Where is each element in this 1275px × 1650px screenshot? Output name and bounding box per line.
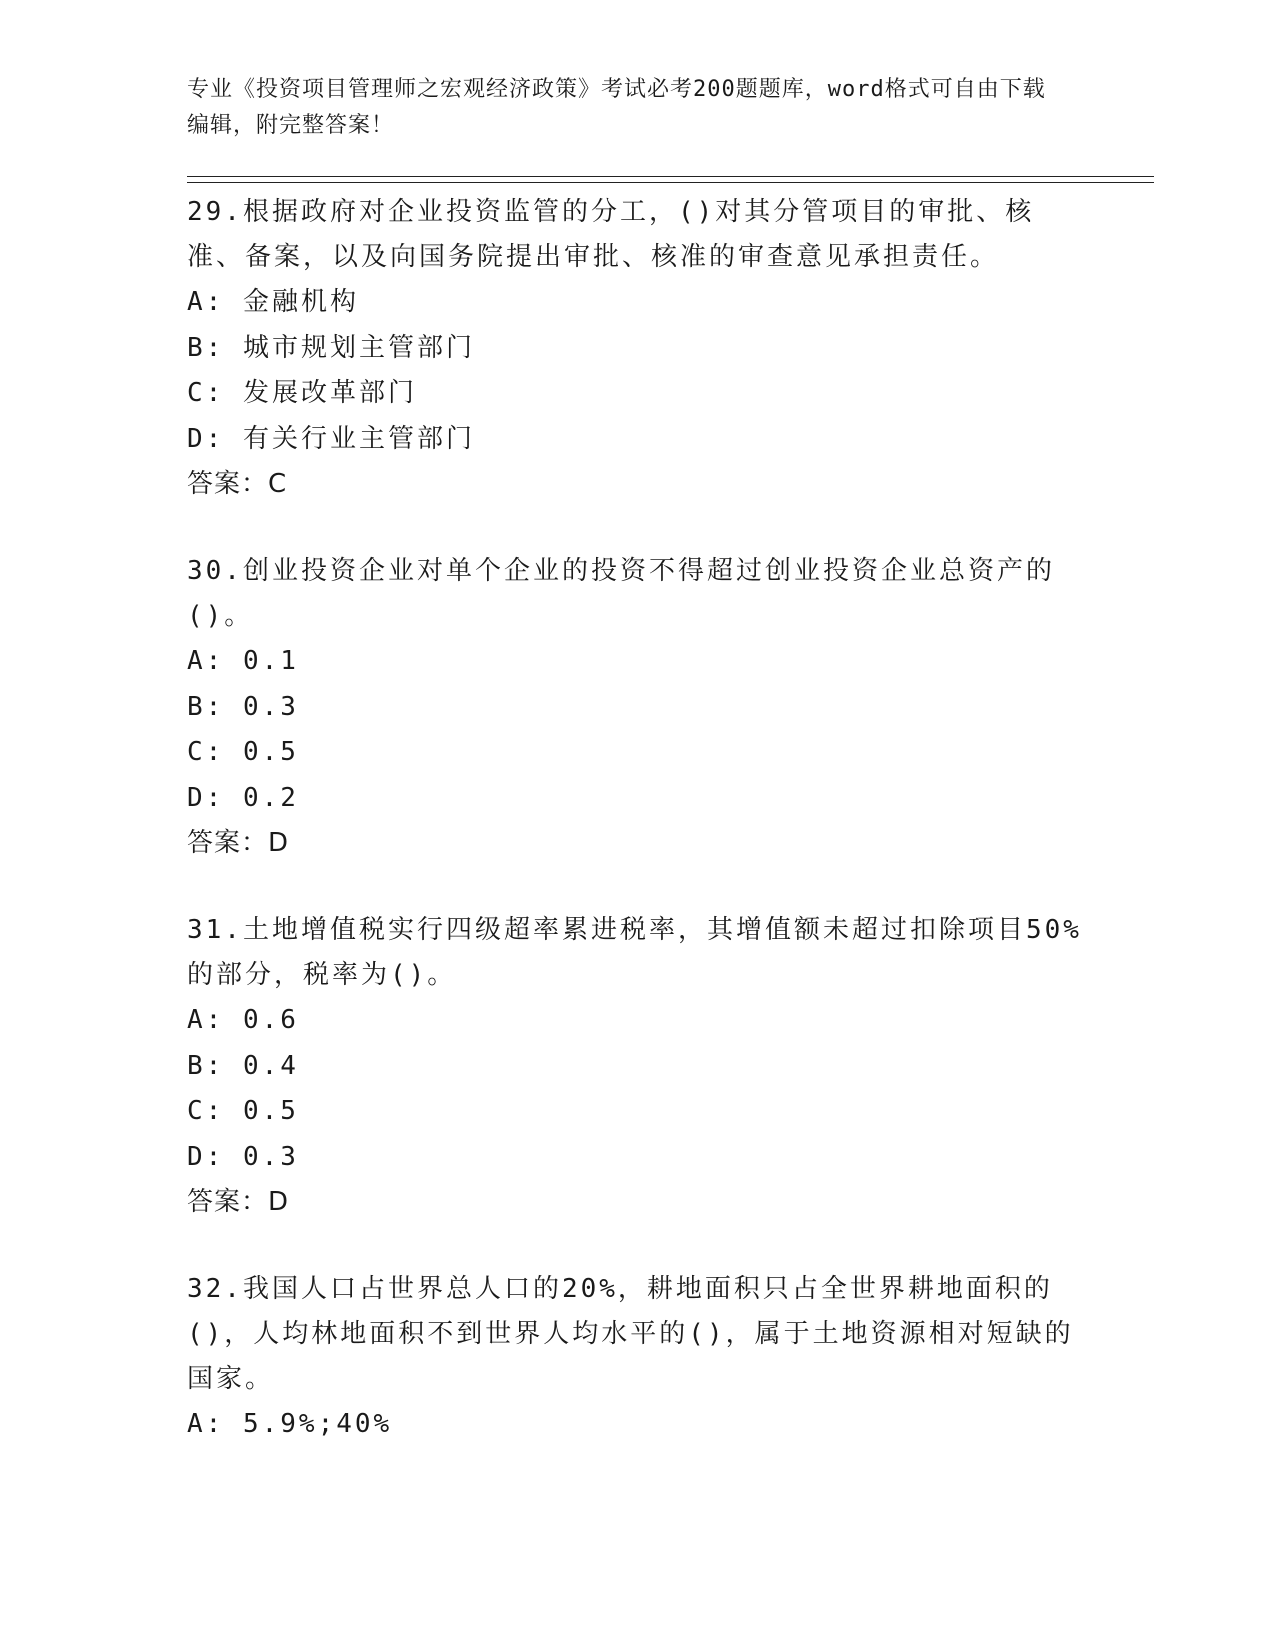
option-d: D: 0.2 — [187, 782, 299, 813]
document-header — [187, 72, 1067, 144]
question-stem: 30.创业投资企业对单个企业的投资不得超过创业投资企业总资产的()。 — [187, 556, 1055, 631]
option-d: D: 0.3 — [187, 1141, 299, 1172]
option-c: C: 发展改革部门 — [187, 378, 417, 408]
option-a: A: 0.1 — [187, 646, 299, 676]
option-b: B: 0.4 — [187, 1050, 299, 1081]
answer-line: 答案：D — [187, 1187, 290, 1217]
option-c: C: 0.5 — [187, 1096, 299, 1126]
question-list — [187, 190, 1087, 1490]
option-d: D: 有关行业主管部门 — [187, 423, 475, 454]
question-29 — [187, 190, 1087, 507]
option-a: A: 金融机构 — [187, 287, 359, 317]
question-32 — [187, 1267, 1087, 1448]
header-rule-top — [187, 176, 1154, 177]
option-b: B: 0.3 — [187, 691, 299, 722]
question-31 — [187, 908, 1087, 1225]
option-b: B: 城市规划主管部门 — [187, 332, 475, 363]
question-stem: 29.根据政府对企业投资监管的分工，()对其分管项目的审批、核准、备案，以及向国务院提出审批、核准的审查意见承担责任。 — [187, 197, 1035, 272]
header-rule-bottom — [187, 182, 1154, 183]
question-stem: 32.我国人口占世界总人口的20%，耕地面积只占全世界耕地面积的()，人均林地面积不到世界人均水平的()，属于土地资源相对短缺的国家。 — [187, 1274, 1074, 1394]
option-a: A: 0.6 — [187, 1005, 299, 1035]
answer-line: 答案：C — [187, 469, 288, 499]
header-intro-text: 专业《投资项目管理师之宏观经济政策》考试必考200题题库，word格式可自由下载编辑，附完整答案！ — [187, 77, 1046, 138]
question-stem: 31.土地增值税实行四级超率累进税率，其增值额未超过扣除项目50%的部分，税率为()。 — [187, 915, 1082, 990]
answer-line: 答案：D — [187, 828, 290, 858]
option-c: C: 0.5 — [187, 737, 299, 767]
question-30 — [187, 549, 1087, 866]
option-a: A: 5.9%;40% — [187, 1409, 393, 1439]
